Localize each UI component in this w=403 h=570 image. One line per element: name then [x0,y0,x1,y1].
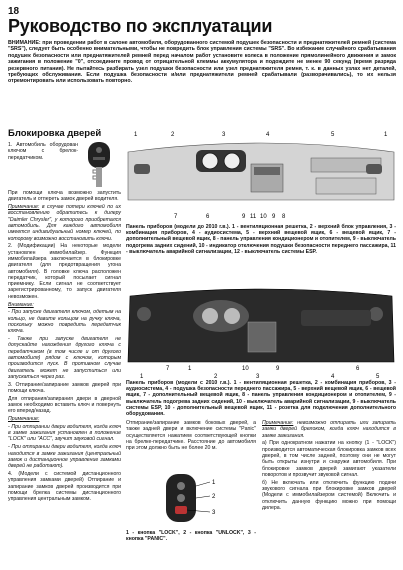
fig1-callout: 3 [222,132,226,138]
fob-callout: 3 [212,510,216,516]
fig1-callout: 2 [171,132,175,138]
left-p7: Для отпирания/запирания двери в дверной замок необходимо вставить ключ и повернуть его вперед/назад. [8,395,121,415]
left-p8a: - При отпирании двери водителя, когда ключ в замке зажигания установлен в положение "LOCK" или "ACC", звучит звуковой сигнал. [8,423,121,443]
fig2-callout: 9 [276,366,280,372]
right-p1: невозможно отпирать или запирать замки дверей брелоком, когда ключ находится в замке зажигания. [262,420,396,439]
fig2-callout: 1 [188,366,192,372]
fig1-caption-text: 1 - вентиляционная решетка, 2 - верхний блок управления, 3 - комбинация приборов, 4 - аудиосистема, 5 - верхний вещевой ящик, 6 - вещевой ящик, 7 - дополнительный вещевой ящик, 8 - панель управления кондиционером и отопителем, 9 - выключатель подогрева задних сидений, 10 - индикатор отключения подушки безопасности переднего пассажира, 11 - выключатель аварийной сигнализации, 12 - выключатель системы ESP. [126,224,396,255]
fig1-callout: 8 [282,214,286,220]
mid-p1: Отпирание/запирание замков боковых дверей, а также задней двери и включение системы "Panic" осуществляется нажатием соответствующей кнопки на брелке-передатчике. Расстояние до автомобиля при этом должно быть не более 20 м. [126,420,256,452]
left-p5b: - Также при запуске двигателя не допускайте нахождения другого ключа с передатчиком (в том числе и от другого автомобиля) рядом с ключом, которым производится пуск. В противном случае двигатель может не запуститься или запускаться через раз. [8,336,121,380]
fig1-callout: 5 [331,132,335,138]
left-p2: При помощи ключа возможно запустить двигатель и отпереть замок дверей водителя. [8,190,121,203]
page-title: Руководство по эксплуатации [8,16,273,36]
section-heading: Блокировка дверей [8,128,102,139]
dashboard-2010-image [126,282,396,380]
right-p2: а) При однократном нажатии на кнопку (1 - "LOCK") производится автоматическая блокировка замков всех дверей, в том числе задней, поэтому они не могут быть открыты изнутри и снаружи автомобиля. При блокировке замков дверей замигают указатели поворотов и прозвучит звуковой сигнал. [262,440,396,478]
left-p8b: - При отпирании двери водителя, когда ключ находится в замке зажигания (центральный замок и дистанционное управление замками дверей не работают). [8,444,121,470]
right-p1-label: Примечание: [262,420,294,426]
fig1-callout: 7 [174,214,178,220]
left-p3-label: Примечание: [8,204,40,211]
left-p9: 4. (Модели с системой дистанционного управления замками дверей) Отпирание и запирание замков дверей производится при помощи брелка системы дистанционного управления центральным замком. [8,470,121,503]
fig2-caption-lead: Панель приборов (модели с 2010 г.в.). [126,380,231,386]
right-column [262,420,396,513]
fig2-callout: 2 [214,374,218,380]
fig2-callout: 10 [242,366,249,372]
left-p5-label: Внимание: [8,301,34,308]
fig1-callout: 9 [272,214,276,220]
warning-text: при проведении работ в салоне автомобиля, оборудованного системой подушек безопасности и преднатяжителей ремней (система "SRS"), следует быть особенно внимательными, чтобы не повредить блок управления системы "SRS". Во избежание случайного срабатывания подушек безопасности или преднатяжителей ремней перед началом работ установите колеса в положение прямолинейного движения и замок зажигания в положение "0", отсоедините провод от отрицательной клеммы аккумулятора и подождите не менее 90 секунд (время разряда резервного питания). Не пытайтесь разбирать узел подушки безопасности или узел преднатяжителя ремня, т. к. в данных узлах нет деталей, требующих обслуживания. Если подушка безопасности и/или преднатяжители ремней срабатывали (разворачивались), то их нельзя отремонтировать или использовать повторно. [8,40,396,85]
fig1-callout: 1 [134,132,138,138]
fob-callout: 1 [212,480,216,486]
left-column-cont [8,190,121,504]
srs-warning [8,40,396,85]
left-p5a: - При запуске двигателя ключом, одетым на кольцо, не давите кольцом на ручку ключа, поскольку можно повредить передатчик ключа. [8,309,121,335]
left-p6: 3. Отпирание/запирание замков дверей при помощи ключа. [8,381,121,394]
left-p8-label: Примечание: [8,416,40,423]
fig1-callout: 11 [250,214,257,220]
fig2-caption-text: 1 - вентиляционная решетка, 2 - комбинация приборов, 3 - аудиосистема, 4 - подушка безопасности переднего пассажира, 5 - верхний вещевой ящик, 6 - вещевой ящик, 7 - дополнительный вещевой ящик, 8 - панель управления кондиционером и отопителем, 9 - выключатель подогрева задних сидений, 10 - выключатель аварийной сигнализации, 9 - выключатель системы ESP, 10 - дополнительный вещевой ящик, 11 - розетка для подключения дополнительного оборудования. [126,380,397,418]
warning-label: ВНИМАНИЕ: [8,40,41,46]
fig1-callout: 1 [384,132,388,138]
key-fob-image [150,472,230,526]
fig2-callout: 3 [256,374,260,380]
fob-caption: 1 - кнопка "LOCK", 2 - кнопка "UNLOCK", 3 - кнопка "PANIC". [126,530,256,543]
fig2-callout: 1 [140,374,144,380]
fig1-caption [126,224,396,255]
fig1-callout: 10 [260,214,267,220]
page-number: 18 [8,6,20,17]
fig1-callout: 6 [206,214,210,220]
fig1-callout: 4 [266,132,270,138]
fig1-caption-lead: Панель приборов (модели до 2010 г.в.). [126,224,231,230]
fig1-callout: 9 [242,214,246,220]
fig2-callout: 6 [356,366,360,372]
dashboard-pre-2010-image [126,130,396,222]
fig2-callout: 7 [166,366,170,372]
fig2-callout: 5 [376,374,380,380]
left-column [8,142,78,162]
left-p4: 2. (Модификации) На некоторые модели установлен иммобилайзер. Функция иммобилайзера заключается в блокировке двигателя (для предотвращения угона автомобиля). В головке ключа расположен передатчик, который посылает сигнал приемнику. Если сигнал не соответствует зарегистрированному, то запуск двигателя невозможен. [8,243,121,300]
right-p3: б) Не включать или отключить функцию подачи звукового сигнала при блокировке замков дверей (Модели с иммобилайзером системой) Включить и отключить данную функцию можно при помощи дилера. [262,479,396,511]
key-with-fob-image [82,140,118,188]
mid-column [126,420,256,453]
fob-callout: 2 [212,494,216,500]
fig2-callout: 4 [331,374,335,380]
left-p1: 1. Автомобиль оборудован ключом с брелок-передатчиком. [8,142,78,161]
left-p3: в случае потери ключей по их восстановлению обратитесь к дилеру "Daimler Chrysler", у которого приобретался автомобиль. Для каждого автомобиля имеется индивидуальный номер ключей, по которому возможно восстановить ключи. [8,204,121,242]
fig2-caption [126,380,396,417]
